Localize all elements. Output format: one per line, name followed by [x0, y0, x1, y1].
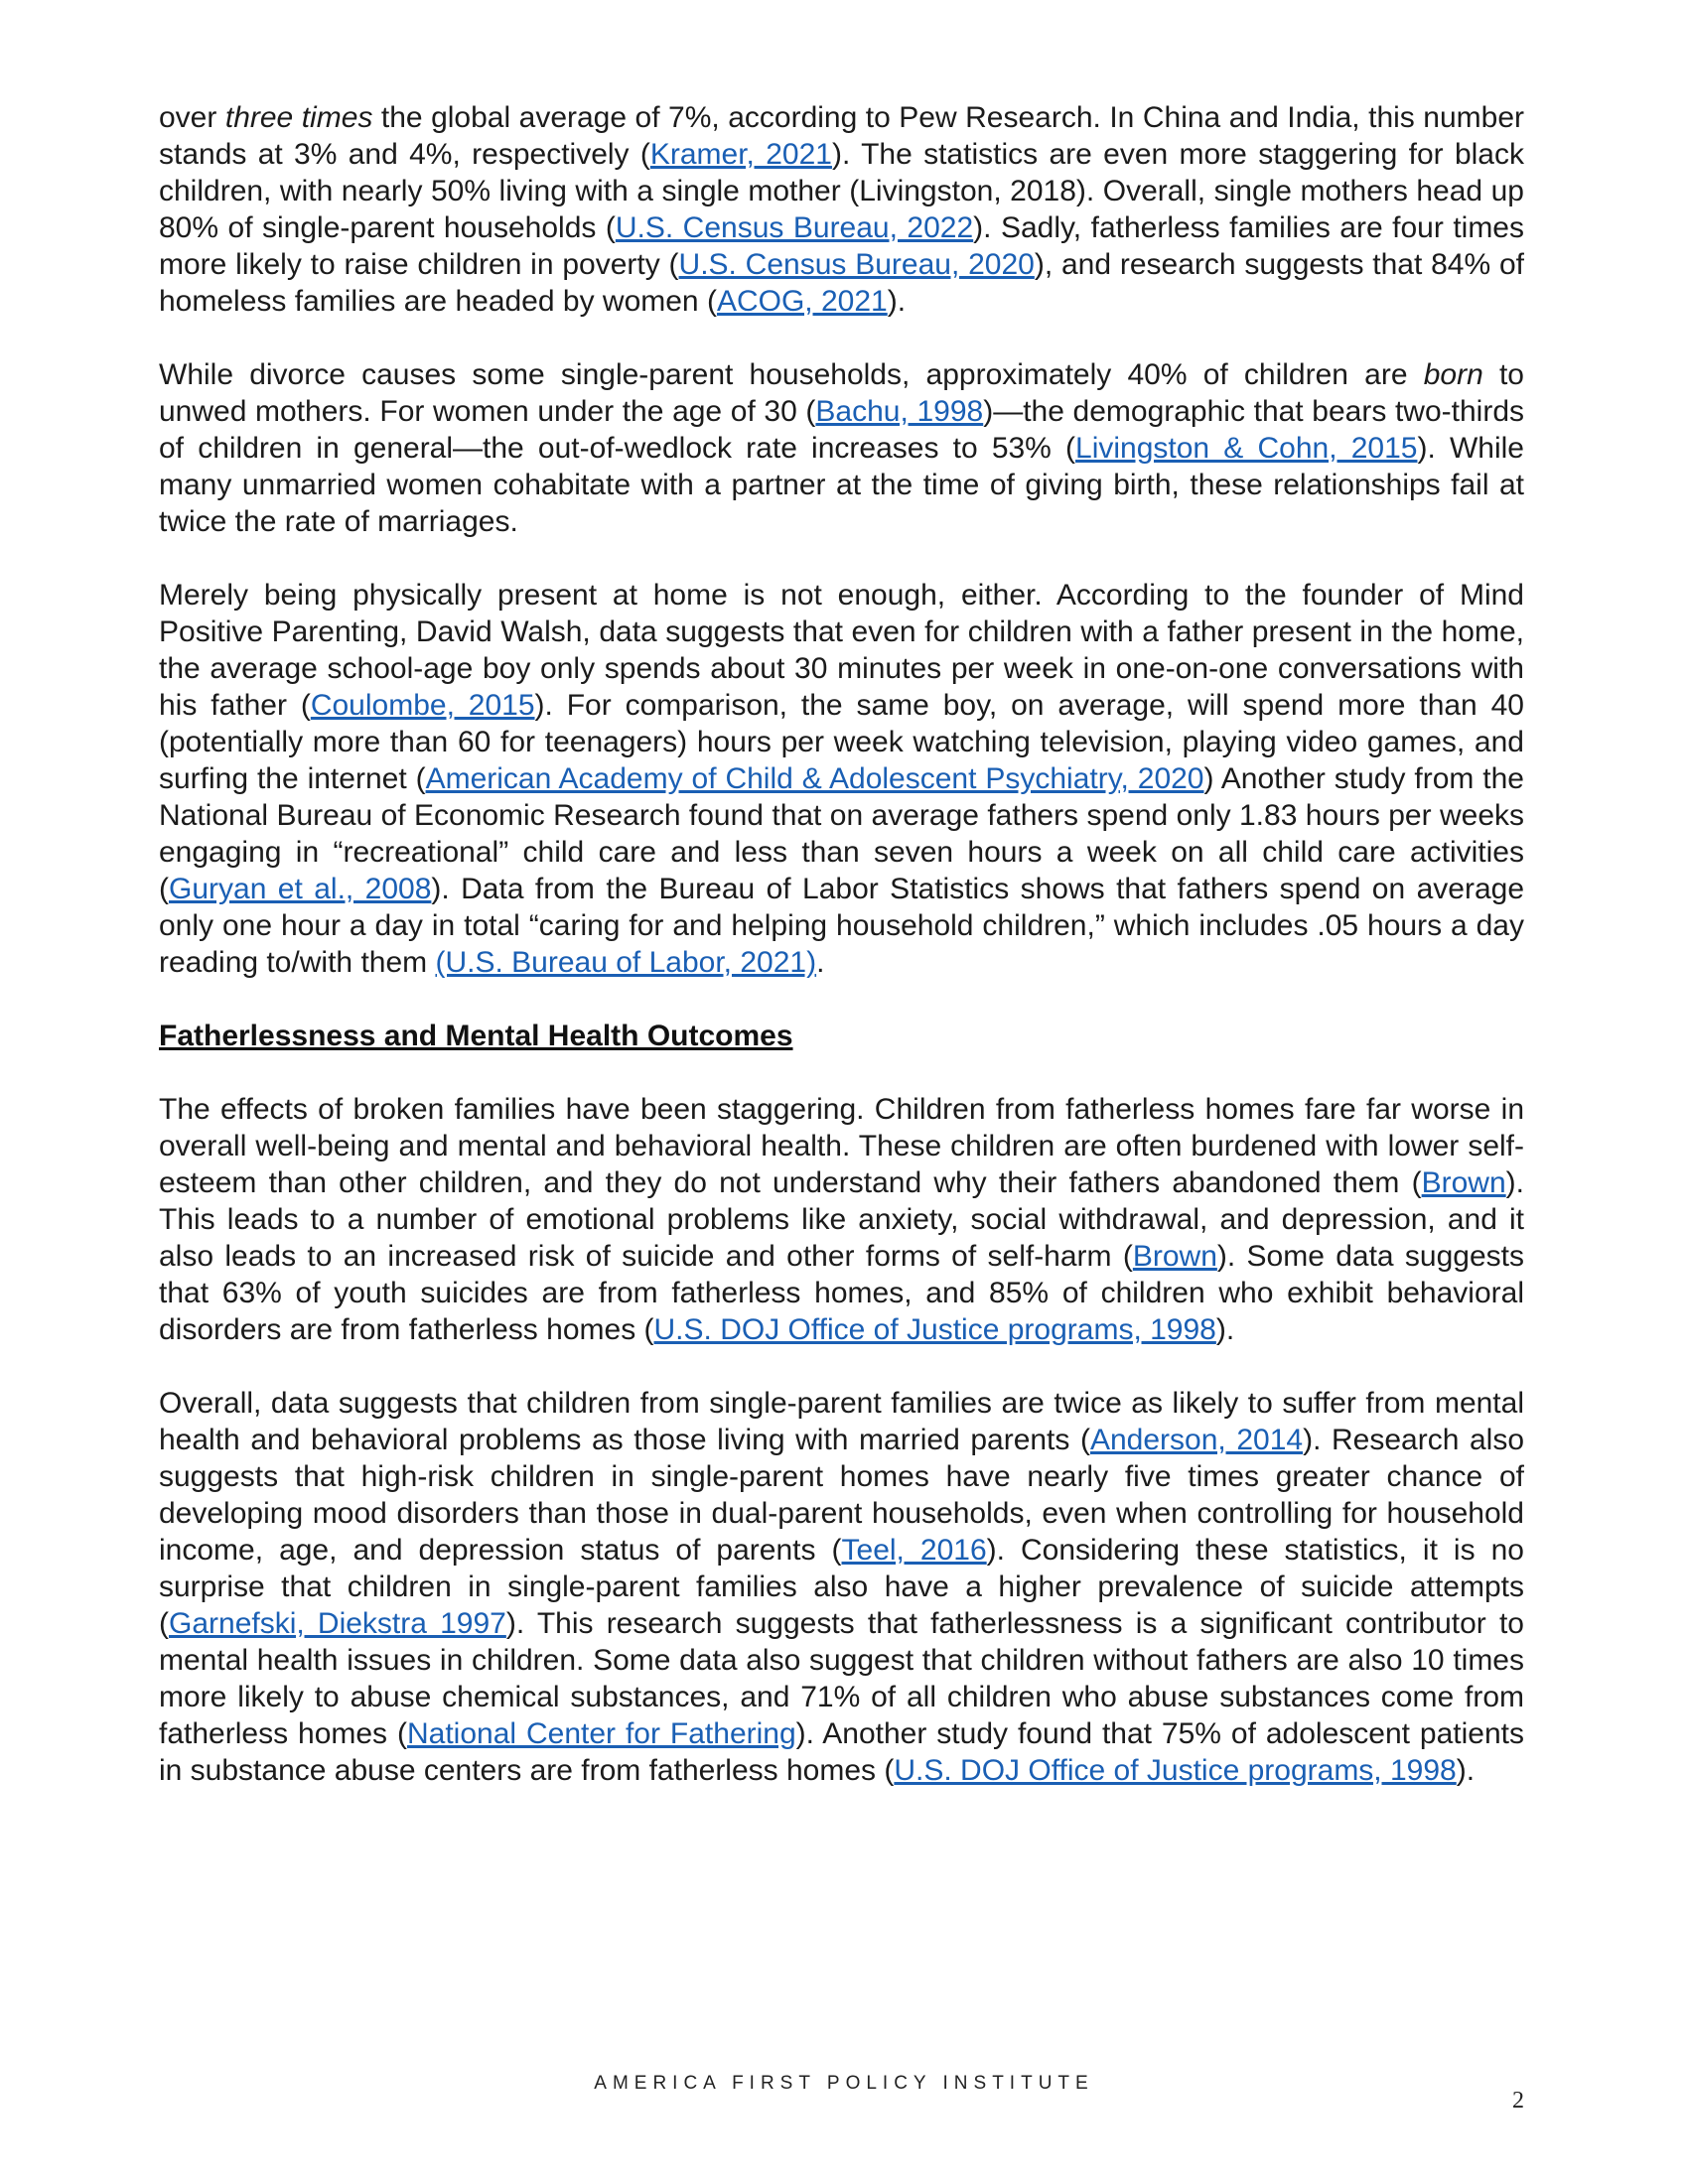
spacer	[159, 981, 1524, 1018]
paragraph	[159, 356, 1524, 540]
citation-link[interactable]: Teel, 2016	[841, 1534, 987, 1567]
intro-section	[159, 99, 1524, 1018]
citation-link[interactable]: ACOG, 2021	[716, 285, 888, 318]
text-run: Merely being physically present at home is not enough, either. According to the founder of Mind Positive Parenting, David Walsh, data suggests that even for children with a father present in the home, the average school-age boy only spends about 30 minutes per week in one-on-one conversations with his father (	[159, 579, 1524, 722]
text-run: ). While many unmarried women cohabitate with a partner at the time of giving birth, these relationships fail at twice the rate of marriages.	[159, 432, 1524, 538]
citation-link[interactable]: Bachu, 1998	[815, 395, 984, 428]
footer-org-name: AMERICA FIRST POLICY INSTITUTE	[594, 2073, 1094, 2094]
citation-link[interactable]: National Center for Fathering	[406, 1717, 796, 1750]
text-run: over	[159, 101, 225, 134]
spacer	[159, 540, 1524, 577]
text-run: ) Another study from the National Bureau of Economic Research found that on average fathers spend only 1.83 hours per weeks engaging in “recreational” child care and less than seven hours a week on all child care activities (	[159, 762, 1524, 905]
spacer	[159, 1348, 1524, 1385]
paragraph	[159, 1385, 1524, 1789]
citation-link[interactable]: Guryan et al., 2008	[169, 873, 432, 905]
text-run: ). For comparison, the same boy, on average, will spend more than 40 (potentially more than 60 for teenagers) hours per week watching television, playing video games, and surfing the internet (	[159, 689, 1524, 795]
text-run: ). Sadly, fatherless families are four times more likely to raise children in poverty (	[159, 211, 1524, 281]
text-run: the global average of 7%, according to Pew Research. In China and India, this number stands at 3% and 4%, respectively (	[159, 101, 1525, 171]
paragraph	[159, 1091, 1524, 1348]
text-run: ).	[1456, 1754, 1476, 1787]
text-run: ).	[887, 285, 907, 318]
spacer	[159, 1054, 1524, 1091]
spacer	[159, 320, 1524, 356]
text-run: ). Research also suggests that high-risk children in single-parent homes have nearly five times greater chance of developing mood disorders than those in dual-parent households, even when controlling for household income, age, and depression status of parents (	[159, 1424, 1524, 1567]
citation-link[interactable]: Anderson, 2014	[1089, 1424, 1304, 1456]
citation-link[interactable]: Garnefski, Diekstra 1997	[169, 1607, 506, 1640]
paragraph	[159, 577, 1524, 981]
citation-link[interactable]: Brown	[1421, 1166, 1506, 1199]
text-run: ). Data from the Bureau of Labor Statistics shows that fathers spend on average only one hour a day in total “caring for and helping household children,” which includes .05 hours a day reading to/with them	[159, 873, 1524, 979]
text-run: )—the demographic that bears two-thirds of children in general—the out-of-wedlock rate increases to 53% (	[159, 395, 1524, 465]
text-run: ). Considering these statistics, it is no surprise that children in single-parent families also have a higher prevalence of suicide attempts (	[159, 1534, 1524, 1640]
citation-link[interactable]: American Academy of Child & Adolescent Psychiatry, 2020	[425, 762, 1204, 795]
citation-link[interactable]: U.S. DOJ Office of Justice programs, 1998	[653, 1313, 1216, 1346]
citation-link[interactable]: U.S. Census Bureau, 2020	[678, 248, 1035, 281]
page-number: 2	[1512, 2088, 1524, 2114]
citation-link[interactable]: U.S. DOJ Office of Justice programs, 1998	[894, 1754, 1457, 1787]
section-heading: Fatherlessness and Mental Health Outcomes	[159, 1020, 793, 1052]
emphasis-text: born	[1423, 358, 1483, 391]
emphasis-text: three times	[224, 101, 373, 134]
text-run: ). Another study found that 75% of adolescent patients in substance abuse centers are from fatherless homes (	[159, 1717, 1524, 1787]
citation-link[interactable]: Coulombe, 2015	[310, 689, 535, 722]
text-run: ). Some data suggests that 63% of youth suicides are from fatherless homes, and 85% of children who exhibit behavioral disorders are from fatherless homes (	[159, 1240, 1524, 1346]
text-run: to unwed mothers. For women under the age of 30 (	[159, 358, 1524, 428]
text-run: ).	[1215, 1313, 1235, 1346]
text-run: .	[816, 946, 825, 979]
citation-link[interactable]: (U.S. Bureau of Labor, 2021)	[435, 946, 817, 979]
text-run: Overall, data suggests that children from single-parent families are twice as likely to suffer from mental health and behavioral problems as those living with married parents (	[159, 1387, 1524, 1456]
text-run: ). This leads to a number of emotional problems like anxiety, social withdrawal, and depression, and it also leads to an increased risk of suicide and other forms of self-harm (	[159, 1166, 1524, 1273]
citation-link[interactable]: Livingston & Cohn, 2015	[1075, 432, 1418, 465]
text-run: The effects of broken families have been staggering. Children from fatherless homes fare far worse in overall well-being and mental and behavioral health. These children are often burdened with lower self-esteem than other children, and they do not understand why their fathers abandoned them (	[159, 1093, 1524, 1199]
text-run: ), and research suggests that 84% of homeless families are headed by women (	[159, 248, 1524, 318]
citation-link[interactable]: Kramer, 2021	[649, 138, 832, 171]
citation-link[interactable]: Brown	[1132, 1240, 1217, 1273]
text-run: ). The statistics are even more staggering for black children, with nearly 50% living with a single mother (Livingston, 2018). Overall, single mothers head up 80% of single-parent households (	[159, 138, 1524, 244]
citation-link[interactable]: U.S. Census Bureau, 2022	[615, 211, 974, 244]
spacer	[159, 1789, 1524, 1826]
text-run: While divorce causes some single-parent households, approximately 40% of children are	[159, 358, 1424, 391]
paragraph	[159, 99, 1524, 320]
mental-health-section	[159, 1091, 1524, 1826]
text-run: ). This research suggests that fatherlessness is a significant contributor to mental health issues in children. Some data also suggest that children without fathers are also 10 times more likely to abuse chemical substances, and 71% of all children who abuse substances come from fatherless homes (	[159, 1607, 1524, 1750]
page-body	[159, 99, 1524, 1826]
